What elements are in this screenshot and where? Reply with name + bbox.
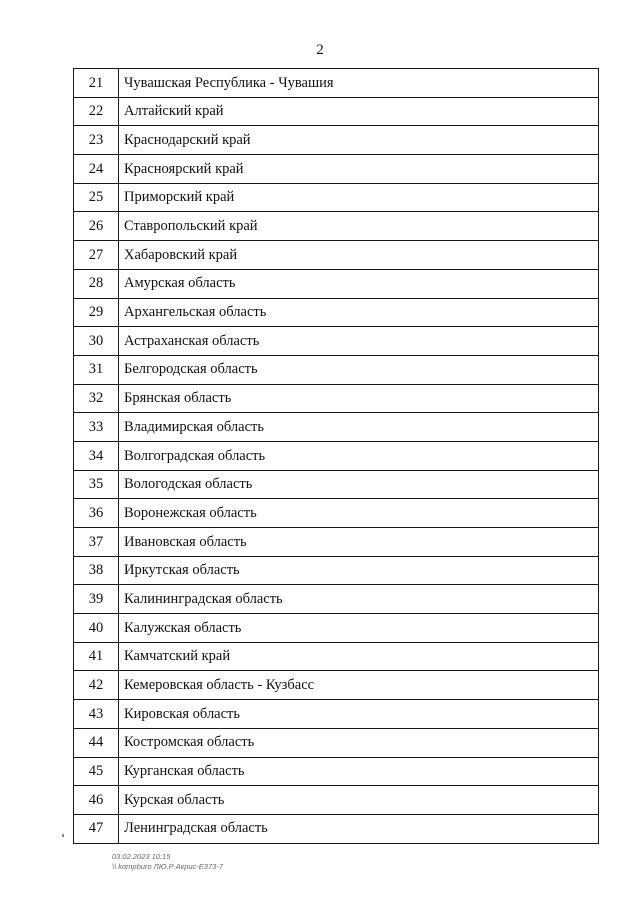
table-row <box>74 786 599 815</box>
table-row <box>74 327 599 356</box>
margin-mark <box>62 834 64 837</box>
region-name: Архангельская область <box>119 298 599 327</box>
row-number: 33 <box>74 413 119 442</box>
region-name: Костромская область <box>119 728 599 757</box>
region-name: Волгоградская область <box>119 441 599 470</box>
row-number: 47 <box>74 814 119 843</box>
table-row <box>74 183 599 212</box>
region-name: Брянская область <box>119 384 599 413</box>
row-number: 30 <box>74 327 119 356</box>
row-number: 42 <box>74 671 119 700</box>
region-name: Красноярский край <box>119 155 599 184</box>
region-name: Камчатский край <box>119 642 599 671</box>
region-name: Курганская область <box>119 757 599 786</box>
region-name: Кемеровская область - Кузбасс <box>119 671 599 700</box>
table-row <box>74 470 599 499</box>
table-row <box>74 126 599 155</box>
document-footer <box>112 852 223 872</box>
region-name: Калининградская область <box>119 585 599 614</box>
region-name: Воронежская область <box>119 499 599 528</box>
row-number: 35 <box>74 470 119 499</box>
table-row <box>74 413 599 442</box>
region-name: Курская область <box>119 786 599 815</box>
region-name: Белгородская область <box>119 355 599 384</box>
footer-file-path: \\ kompburo ЛЮ.Р Акрис-Е373-7 <box>112 862 223 871</box>
table-row <box>74 241 599 270</box>
row-number: 22 <box>74 97 119 126</box>
row-number: 39 <box>74 585 119 614</box>
region-name: Астраханская область <box>119 327 599 356</box>
row-number: 25 <box>74 183 119 212</box>
table-row <box>74 728 599 757</box>
table-row <box>74 614 599 643</box>
table-row <box>74 700 599 729</box>
table-row <box>74 97 599 126</box>
region-name: Краснодарский край <box>119 126 599 155</box>
row-number: 45 <box>74 757 119 786</box>
region-name: Иркутская область <box>119 556 599 585</box>
table-row <box>74 298 599 327</box>
table-row <box>74 642 599 671</box>
row-number: 31 <box>74 355 119 384</box>
table-row <box>74 384 599 413</box>
region-name: Приморский край <box>119 183 599 212</box>
region-name: Владимирская область <box>119 413 599 442</box>
table-row <box>74 355 599 384</box>
row-number: 23 <box>74 126 119 155</box>
row-number: 32 <box>74 384 119 413</box>
table-row <box>74 814 599 843</box>
row-number: 24 <box>74 155 119 184</box>
table-row <box>74 499 599 528</box>
row-number: 34 <box>74 441 119 470</box>
row-number: 21 <box>74 69 119 98</box>
row-number: 29 <box>74 298 119 327</box>
row-number: 26 <box>74 212 119 241</box>
table-row <box>74 528 599 557</box>
page-number: 2 <box>316 42 324 58</box>
region-name: Кировская область <box>119 700 599 729</box>
table-row <box>74 585 599 614</box>
region-name: Ставропольский край <box>119 212 599 241</box>
table-row <box>74 269 599 298</box>
table-row <box>74 441 599 470</box>
table-row <box>74 556 599 585</box>
regions-table <box>73 68 599 844</box>
region-name: Вологодская область <box>119 470 599 499</box>
region-name: Ленинградская область <box>119 814 599 843</box>
row-number: 46 <box>74 786 119 815</box>
table-row <box>74 69 599 98</box>
table-row <box>74 212 599 241</box>
row-number: 43 <box>74 700 119 729</box>
region-name: Амурская область <box>119 269 599 298</box>
table-row <box>74 155 599 184</box>
row-number: 40 <box>74 614 119 643</box>
region-name: Калужская область <box>119 614 599 643</box>
row-number: 44 <box>74 728 119 757</box>
row-number: 28 <box>74 269 119 298</box>
table-row <box>74 757 599 786</box>
region-name: Ивановская область <box>119 528 599 557</box>
row-number: 36 <box>74 499 119 528</box>
row-number: 37 <box>74 528 119 557</box>
region-name: Хабаровский край <box>119 241 599 270</box>
region-name: Чувашская Республика - Чувашия <box>119 69 599 98</box>
row-number: 27 <box>74 241 119 270</box>
row-number: 38 <box>74 556 119 585</box>
table-row <box>74 671 599 700</box>
regions-table-body <box>74 69 599 844</box>
footer-timestamp: 03.02.2023 10:15 <box>112 852 171 861</box>
region-name: Алтайский край <box>119 97 599 126</box>
row-number: 41 <box>74 642 119 671</box>
